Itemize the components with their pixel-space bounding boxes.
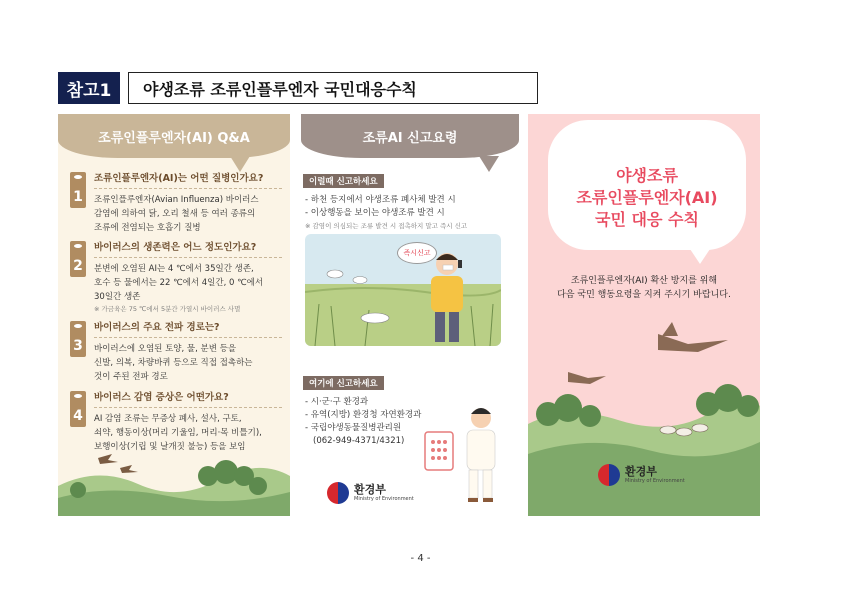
qa-number-badge: 1 xyxy=(70,172,86,208)
qa-note: ※ 가금육은 75 ℃에서 5분간 가열시 바이러스 사멸 xyxy=(94,305,241,313)
report-panel xyxy=(301,114,519,516)
cover-description: 조류인플루엔자(AI) 확산 방지를 위해 다음 국민 행동요령을 지켜 주시기 바랍니다. xyxy=(557,276,731,300)
section-header xyxy=(58,72,538,104)
ministry-logo xyxy=(598,464,685,486)
cover-title-line-3: 국민 대응 수칙 xyxy=(595,210,699,229)
ministry-name-kr: 환경부 xyxy=(625,464,657,478)
report-banner-title: 조류AI 신고요령 xyxy=(362,130,458,146)
page-number: - 4 - xyxy=(410,553,431,564)
ministry-name-en: Ministry of Environment xyxy=(354,495,414,502)
ministry-name-en: Ministry of Environment xyxy=(625,477,685,484)
qa-question: 바이러스 감염 증상은 어떤가요? xyxy=(94,391,282,408)
qa-answer: 분변에 오염된 AI는 4 ℃에서 35일간 생존, 호수 등 물에서는 22 ℃에서 4일간, 0 ℃에서 30일간 생존 xyxy=(94,264,264,302)
qa-answer: 조류인플루엔자(Avian Influenza) 바이러스 감염에 의하여 닭, 오리 철새 등 여러 종류의 조류에 전염되는 호흡기 질병 xyxy=(94,195,259,233)
when-to-report-tag: 이럴때 신고하세요 xyxy=(303,174,384,188)
qa-banner-title: 조류인플루엔자(AI) Q&A xyxy=(98,130,250,146)
section-tag: 참고1 xyxy=(58,72,120,104)
qa-item-4 xyxy=(70,391,282,454)
qa-item-1 xyxy=(70,172,282,235)
ministry-logo xyxy=(327,482,414,504)
where-to-report-list: - 시·군·구 환경과 - 유역(지방) 환경청 자연환경과 - 국립야생동물질병관리원 (062-949-4371/4321) xyxy=(305,396,515,448)
report-phone-number: (062-949-4371/4321) xyxy=(313,436,405,446)
cover-title-cloud xyxy=(548,120,746,250)
qa-question: 바이러스의 생존력은 어느 정도인가요? xyxy=(94,241,282,258)
where-to-report-tag: 여기에 신고하세요 xyxy=(303,376,384,390)
section-title: 야생조류 조류인플루엔자 국민대응수칙 xyxy=(128,72,538,104)
qa-answer: AI 감염 조류는 무증상 폐사, 설사, 구토, 쇠약, 행동이상(머리 기울임, 머리·목 비틀기), 보행이상(기립 및 날개짓 불능) 등을 보임 xyxy=(94,414,262,452)
cover-title-line-2: 조류인플루엔자(AI) xyxy=(576,188,718,207)
qa-panel xyxy=(58,114,290,516)
forest-hills-illustration xyxy=(58,446,290,516)
qa-item-3 xyxy=(70,321,282,384)
ministry-emblem-icon xyxy=(327,482,349,504)
qa-question: 바이러스의 주요 전파 경로는? xyxy=(94,321,282,338)
ministry-emblem-icon xyxy=(598,464,620,486)
cover-title-line-1: 야생조류 xyxy=(616,166,678,185)
qa-answer: 바이러스에 오염된 토양, 물, 분변 등을 신발, 의복, 차량바퀴 등으로 직접 접촉하는 것이 주된 전파 경로 xyxy=(94,344,253,382)
when-note: ※ 감염이 의심되는 조류 발견 시 접촉하지 말고 즉시 신고 xyxy=(305,222,468,230)
qa-number-badge: 2 xyxy=(70,241,86,277)
phone-caller-illustration xyxy=(421,404,511,504)
ministry-name-kr: 환경부 xyxy=(354,482,386,496)
report-banner xyxy=(301,114,519,158)
cover-panel xyxy=(528,114,760,516)
reporting-man-illustration xyxy=(305,234,501,346)
when-to-report-list: - 하천 등지에서 야생조류 폐사체 발견 시 - 이상행동을 보이는 야생조류 발견 시 ※ 감염이 의심되는 조류 발견 시 접촉하지 말고 즉시 신고 xyxy=(305,194,515,233)
qa-banner xyxy=(58,114,290,158)
qa-number-badge: 3 xyxy=(70,321,86,357)
report-now-bubble: 즉시신고 xyxy=(397,242,437,264)
qa-item-2 xyxy=(70,241,282,314)
qa-question: 조류인플루엔자(AI)는 어떤 질병인가요? xyxy=(94,172,282,189)
qa-number-badge: 4 xyxy=(70,391,86,427)
